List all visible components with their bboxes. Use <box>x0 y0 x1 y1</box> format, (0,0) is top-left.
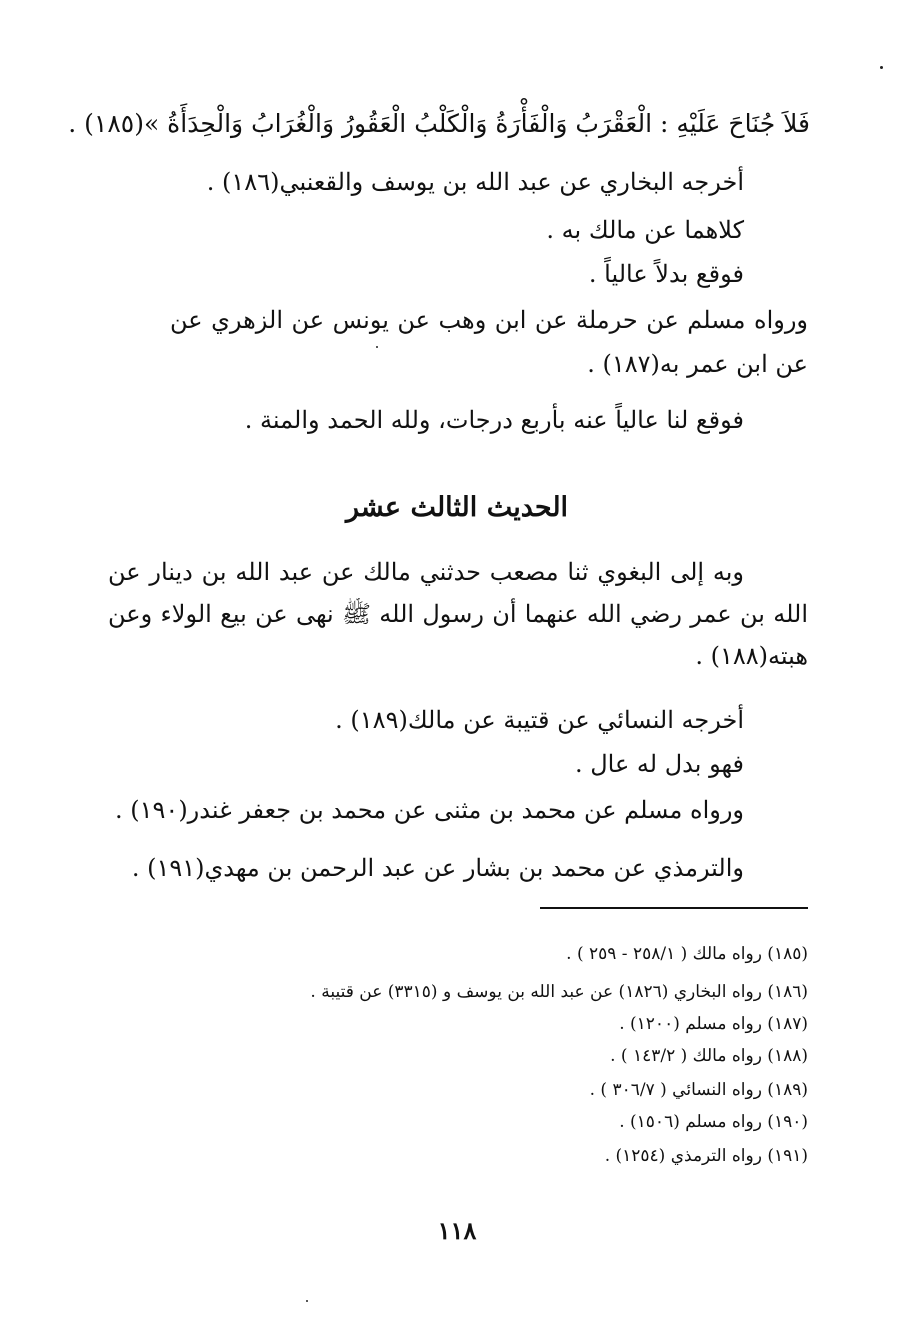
scan-speck <box>376 346 378 348</box>
page-number: ١١٨ <box>437 1216 477 1245</box>
section-heading: الحديث الثالث عشر <box>345 492 569 523</box>
text-line: فهو بدل له عال . <box>574 750 744 778</box>
text-line: أخرجه البخاري عن عبد الله بن يوسف والقعنبي(١٨٦) . <box>206 168 744 196</box>
verse-line: فَلاَ جُنَاحَ عَلَيْهِ : الْعَقْرَبُ وَالْفَأْرَةُ وَالْكَلْبُ الْعَقُورُ وَالْغُرَابُ وَالْحِدَأَةُ »(١٨٥) . <box>68 109 810 138</box>
footnote: (١٨٧) رواه مسلم (١٢٠٠) . <box>619 1014 808 1034</box>
footnote: (١٨٦) رواه البخاري (١٨٢٦) عن عبد الله بن يوسف و (٣٣١٥) عن قتيبة . <box>310 982 808 1002</box>
text-line: كلاهما عن مالك به . <box>546 216 744 244</box>
text-line: عن ابن عمر به(١٨٧) . <box>587 350 808 378</box>
text-line: ورواه مسلم عن حرملة عن ابن وهب عن يونس عن الزهري عن <box>170 306 808 334</box>
footnote: (١٩١) رواه الترمذي (١٢٥٤) . <box>604 1146 808 1166</box>
text-line: الله بن عمر رضي الله عنهما أن رسول الله ﷺ نهى عن بيع الولاء وعن <box>108 600 808 628</box>
footnote: (١٨٩) رواه النسائي ( ٣٠٦/٧ ) . <box>589 1080 808 1100</box>
text-line: فوقع لنا عالياً عنه بأربع درجات، ولله الحمد والمنة . <box>244 406 744 434</box>
footnote: (١٨٨) رواه مالك ( ١٤٣/٢ ) . <box>610 1046 808 1066</box>
text-line: ورواه مسلم عن محمد بن مثنى عن محمد بن جعفر غندر(١٩٠) . <box>115 796 744 824</box>
scan-speck <box>306 1300 308 1302</box>
scan-speck <box>880 66 883 69</box>
text-line: والترمذي عن محمد بن بشار عن عبد الرحمن بن مهدي(١٩١) . <box>131 854 744 882</box>
footnote: (١٨٥) رواه مالك ( ٢٥٨/١ - ٢٥٩ ) . <box>566 944 808 964</box>
footnote: (١٩٠) رواه مسلم (١٥٠٦) . <box>619 1112 808 1132</box>
text-line: أخرجه النسائي عن قتيبة عن مالك(١٨٩) . <box>335 706 744 734</box>
text-line: هبته(١٨٨) . <box>695 642 808 670</box>
text-line: وبه إلى البغوي ثنا مصعب حدثني مالك عن عبد الله بن دينار عن <box>108 558 744 586</box>
footnote-separator <box>540 907 808 909</box>
text-line: فوقع بدلاً عالياً . <box>588 260 744 288</box>
